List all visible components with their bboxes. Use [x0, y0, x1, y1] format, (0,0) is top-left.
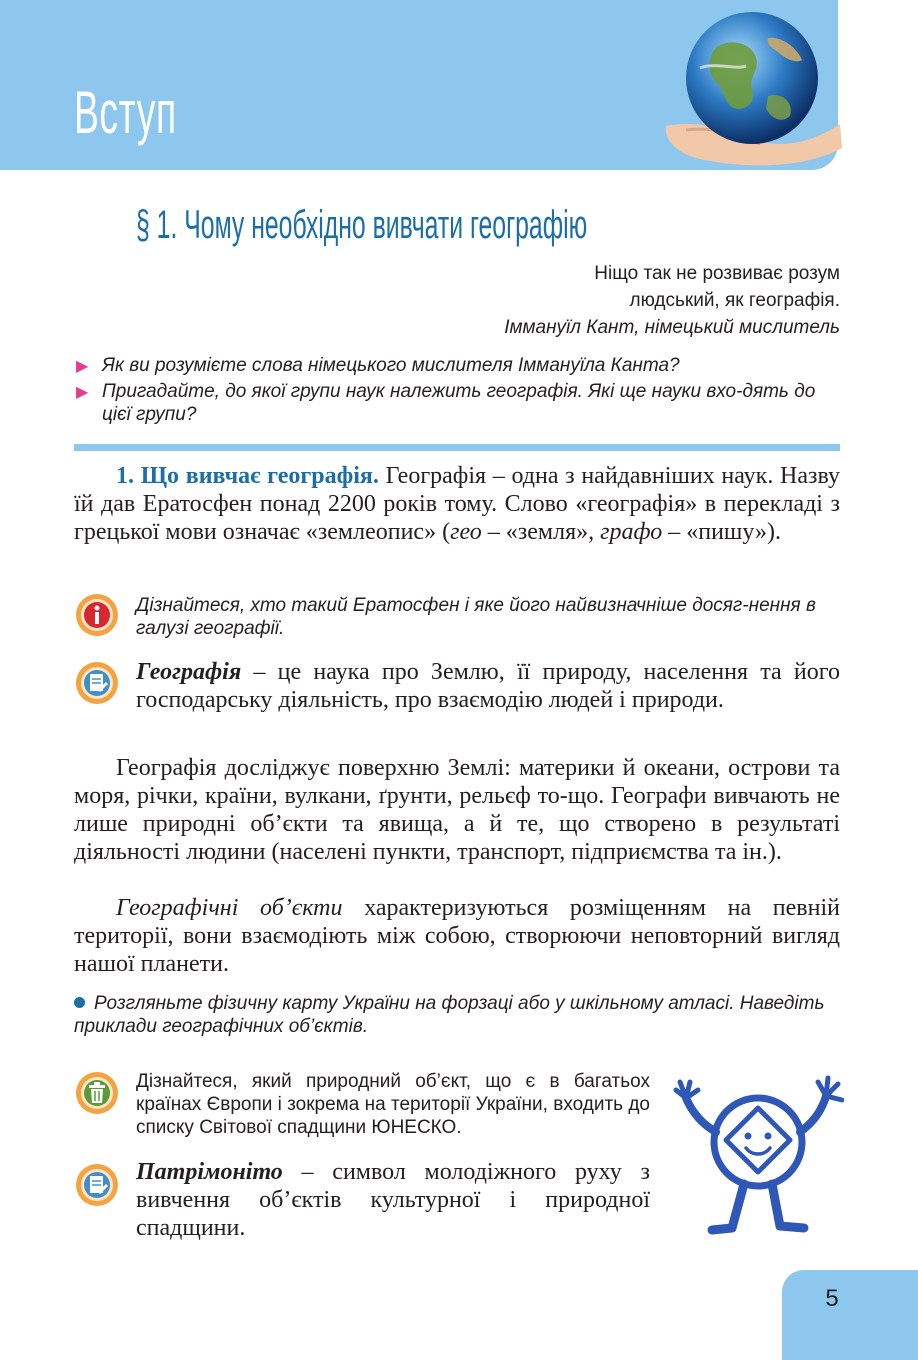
- defined-term: Географія: [136, 659, 242, 685]
- definition-geography: [136, 658, 840, 714]
- definition-icon: [74, 660, 120, 706]
- unesco-note: Дізнайтеся, який природний об’єкт, що є в багатьох країнах Європи і зокрема на території України, входить до списку Світової спадщини ЮНЕСКО.: [136, 1071, 650, 1138]
- definition-icon: [74, 1162, 120, 1208]
- info-note: Дізнайтеся, хто такий Ератосфен і яке його найвизначніше досяг-нення в галузі географії.: [136, 595, 816, 639]
- arrow-right-icon: ▶: [76, 358, 89, 375]
- question-text: Пригадайте, до якої групи наук належить географія. Які ще науки вхо-дять до цієї групи?: [102, 381, 816, 425]
- term-italic: графо: [600, 519, 663, 545]
- page-number: 5: [825, 1285, 839, 1312]
- question-item: [76, 380, 840, 426]
- warmup-questions: [76, 354, 840, 428]
- globe-in-hand-image: [656, 8, 846, 170]
- section-title: § 1. Чому необхідно вивчати географію: [136, 203, 588, 247]
- epigraph-author: Іммануїл Кант, німецький мислитель: [504, 317, 840, 338]
- definition-patrimonito: [136, 1158, 650, 1242]
- point-heading: 1. Що вивчає географія.: [116, 463, 379, 489]
- arrow-right-icon: ▶: [76, 384, 89, 401]
- paragraph-3: [74, 894, 840, 978]
- definition-text: – це наука про Землю, її природу, населення та його господарську діяльність, про взаємодію людей і природи.: [136, 659, 840, 713]
- term-italic: гео: [450, 519, 482, 545]
- term-italic: Географічні об’єкти: [116, 895, 343, 921]
- map-task: [74, 992, 840, 1038]
- question-item: [76, 354, 840, 378]
- question-text: Як ви розумієте слова німецького мислителя Іммануїла Канта?: [102, 355, 680, 376]
- epigraph-line: Ніщо так не розвиває розум: [594, 263, 840, 284]
- world-map-icon: [848, 8, 898, 50]
- section-divider: [74, 444, 840, 451]
- info-icon: [74, 592, 120, 638]
- paragraph-2: Географія досліджує поверхню Землі: материки й океани, острови та моря, річки, країни, вулкани, ґрунти, рельєф то-що. Географи вивчають не лише природні об’єкти та явища, а й те, що створено в результаті діяльності людини (населені пункти, транспорт, підприємства та ін.).: [74, 755, 840, 865]
- bullet-icon: [74, 997, 85, 1008]
- chapter-title: Вступ: [74, 79, 177, 146]
- paragraph-text: Географія – одна з найдавніших наук. Назву їй дав Ератосфен понад 2200 років тому. Слово «географія» в перекладі з грецької мови означає «землеопис» (: [74, 463, 841, 545]
- task-text: Розгляньте фізичну карту України на форзаці або у шкільному атласі. Наведіть приклади географічних об’єктів.: [74, 993, 825, 1037]
- paragraph-text: – «земля»,: [481, 519, 601, 545]
- definition-text: – символ молодіжного руху з вивчення об’єктів культурної і природної спадщини.: [136, 1159, 650, 1241]
- patrimonito-mascot-image: [668, 1060, 844, 1238]
- point1-paragraph: [74, 462, 840, 546]
- paragraph-text: характеризуються розміщенням на певній території, вони взаємодіють між собою, створюючи неповторний вигляд нашої планети.: [74, 895, 840, 977]
- trash-bin-icon: [74, 1070, 120, 1116]
- epigraph-line: людський, як географія.: [629, 290, 840, 311]
- defined-term: Патрімоніто: [136, 1159, 283, 1185]
- epigraph: [380, 260, 840, 341]
- paragraph-text: – «пишу»).: [662, 519, 781, 545]
